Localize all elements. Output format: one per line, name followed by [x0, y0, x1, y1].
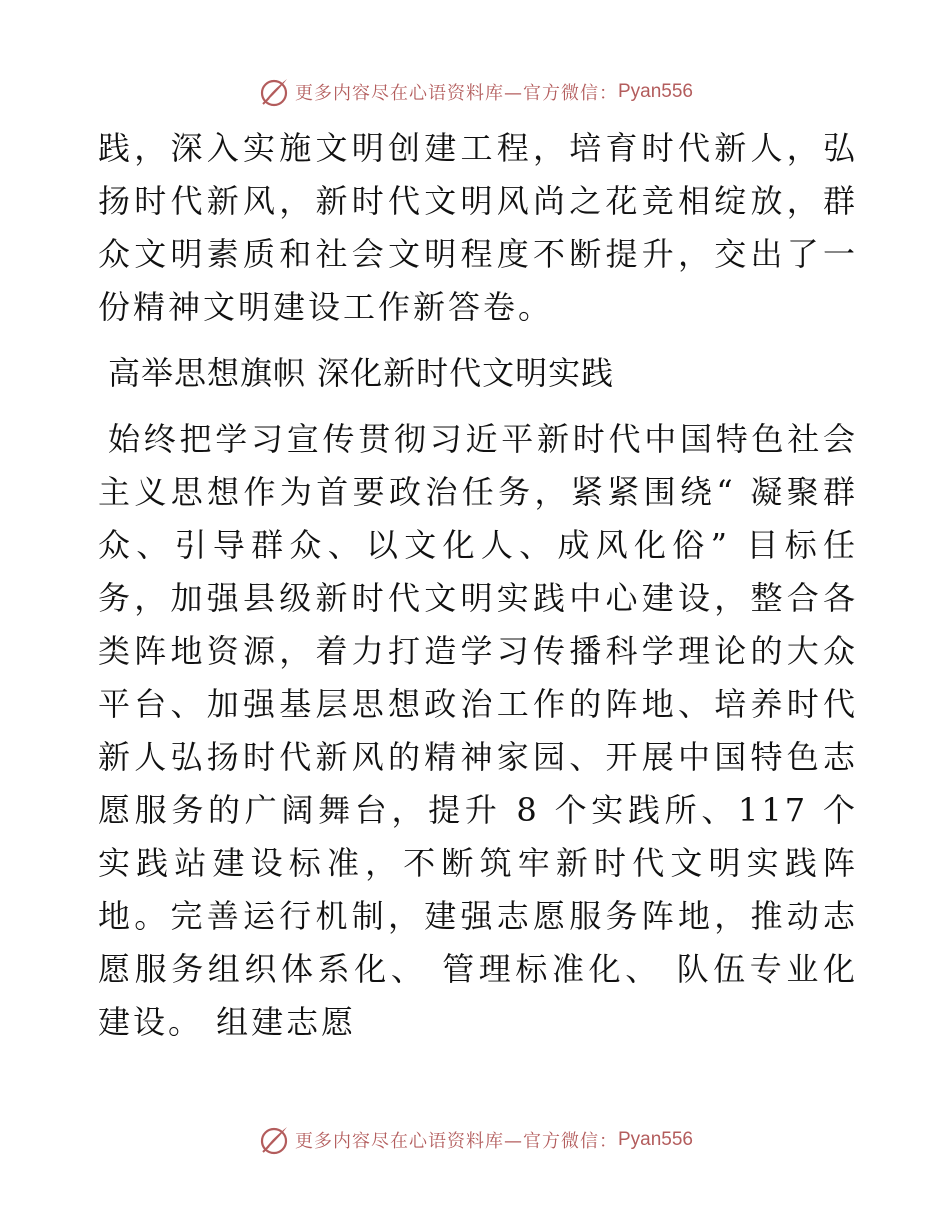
- footer-watermark: [0, 1120, 950, 1160]
- header-watermark: [0, 72, 950, 112]
- watermark-text: 更多内容尽在心语资料库—官方微信：: [294, 83, 618, 104]
- quill-logo-icon: [257, 75, 291, 109]
- section-heading: 高举思想旗帜 深化新时代文明实践: [108, 354, 615, 392]
- quill-logo-icon: [257, 1123, 291, 1157]
- watermark-wechat-id: Pyan556: [617, 1129, 693, 1150]
- watermark-text: 更多内容尽在心语资料库—官方微信：: [294, 1131, 618, 1152]
- paragraph-2: 始终把学习宣传贯彻习近平新时代中国特色社会主义思想作为首要政治任务，紧紧围绕“ 凝聚群众、引导群众、以文化人、成风化俗” 目标任务，加强县级新时代文明实践中心建设，整合各类阵地资源，着力打造学习传播科学理论的大众平台、加强基层思想政治工作的阵地、培养时代新人弘扬时代新风的精神家园、开展中国特色志愿服务的广阔舞台，提升 8 个实践所、117 个实践站建设标准，不断筑牢新时代文明实践阵地。完善运行机制，建强志愿服务阵地，推动志愿服务组织体系化、 管理标准化、 队伍专业化建设。 组建志愿: [98, 420, 858, 1041]
- paragraph-1: 践，深入实施文明创建工程，培育时代新人，弘扬时代新风，新时代文明风尚之花竞相绽放，群众文明素质和社会文明程度不断提升，交出了一份精神文明建设工作新答卷。: [98, 129, 858, 326]
- page-body: [98, 122, 858, 1049]
- watermark-wechat-id: Pyan556: [617, 81, 693, 102]
